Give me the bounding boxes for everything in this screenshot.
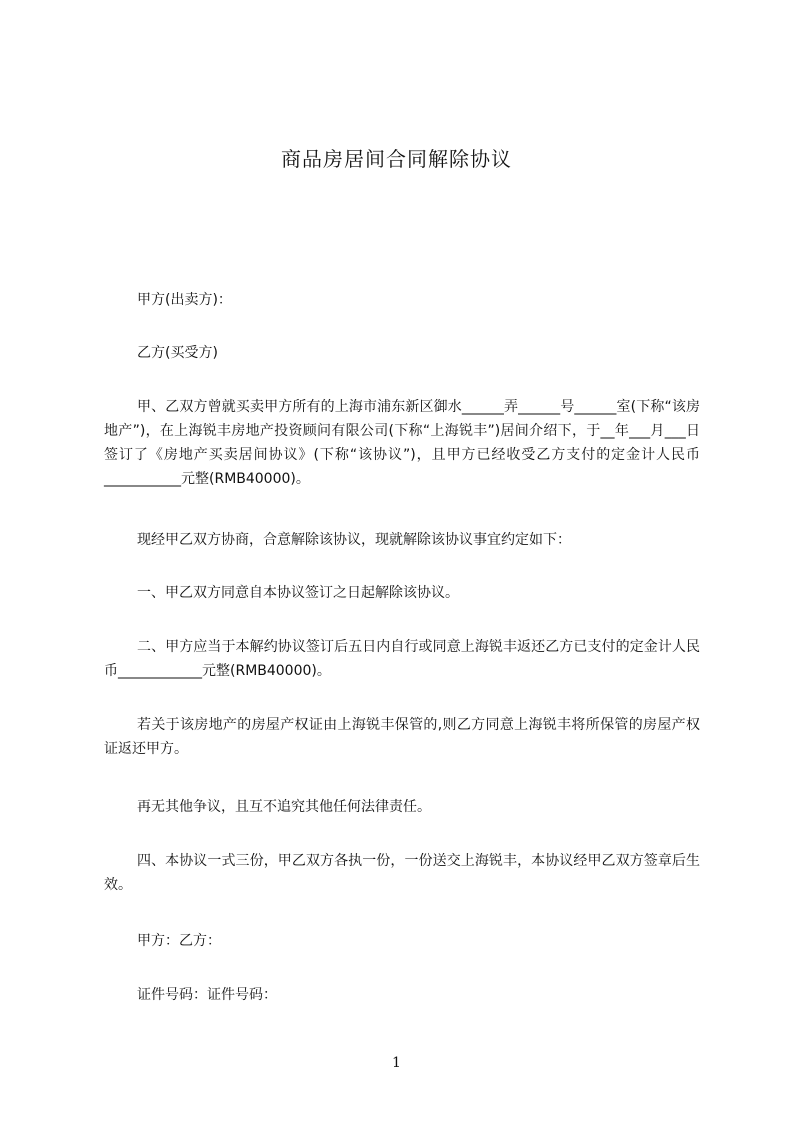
background-paragraph: 甲、乙双方曾就买卖甲方所有的上海市浦东新区御水______弄______号______室(下称“该房地产”)，在上海锐丰房地产投资顾问有限公司(下称“上海锐丰”)居间介绍下，于__年___月___日签订了《房地产买卖居间协议》(下称“该协议”)，且甲方已经收受乙方支付的定金计人民币___________元整(RMB40000)。 xyxy=(104,399,700,487)
clause-one: 一、甲乙双方同意自本协议签订之日起解除该协议。 xyxy=(137,585,459,601)
clause-two: 二、甲方应当于本解约协议签订后五日内自行或同意上海锐丰返还乙方已支付的定金计人民币____________元整(RMB40000)。 xyxy=(104,639,700,679)
property-certificate-paragraph: 若关于该房地产的房屋产权证由上海锐丰保管的,则乙方同意上海锐丰将所保管的房屋产权证返还甲方。 xyxy=(104,717,700,757)
signature-parties-line: 甲方：乙方： xyxy=(137,933,221,949)
party-a-label: 甲方(出卖方)： xyxy=(137,292,232,308)
party-b-label: 乙方(买受方) xyxy=(137,345,218,361)
no-further-dispute-paragraph: 再无其他争议，且互不追究其他任何法律责任。 xyxy=(137,799,431,815)
id-number-line: 证件号码：证件号码： xyxy=(137,987,277,1003)
clause-four: 四、本协议一式三份，甲乙双方各执一份，一份送交上海锐丰，本协议经甲乙双方签章后生效。 xyxy=(104,853,700,893)
document-title: 商品房居间合同解除协议 xyxy=(281,147,512,171)
page-number: 1 xyxy=(392,1055,401,1071)
agreement-intro-paragraph: 现经甲乙双方协商，合意解除该协议，现就解除该协议事宜约定如下： xyxy=(137,532,571,548)
